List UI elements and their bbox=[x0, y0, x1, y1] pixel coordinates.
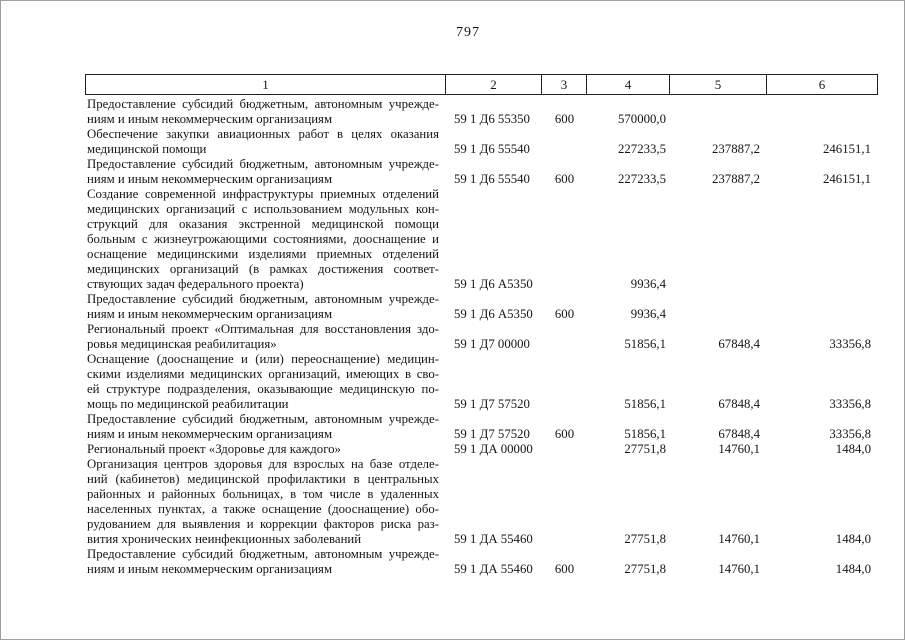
description-line: Предоставление субсидий бюджетным, автономным учрежде- bbox=[87, 97, 439, 111]
description-line: ровья медицинская реабилитация» bbox=[87, 337, 277, 351]
row-budget-code: 59 1 Д7 57520 bbox=[454, 397, 530, 411]
page-number: 797 bbox=[456, 25, 480, 40]
row-amount-col5: 67848,4 bbox=[718, 427, 760, 441]
table-row bbox=[85, 97, 878, 127]
row-amount-col4: 9936,4 bbox=[630, 307, 666, 321]
description-line: медицинских организаций (в рамках достижения соответ- bbox=[87, 262, 439, 276]
description-line: скими изделиями медицинских организаций, имеющих в сво- bbox=[87, 367, 439, 381]
row-amount-col4: 51856,1 bbox=[624, 427, 666, 441]
table-row bbox=[85, 352, 878, 412]
row-amount-col5: 67848,4 bbox=[718, 337, 760, 351]
description-line: струкций для оказания экстренной медицинской помощи bbox=[87, 217, 439, 231]
column-header-1: 1 bbox=[86, 75, 446, 94]
table-header-row bbox=[85, 74, 878, 95]
description-line: Предоставление субсидий бюджетным, автономным учрежде- bbox=[87, 412, 439, 426]
table-row bbox=[85, 157, 878, 187]
row-budget-code: 59 1 Д7 57520 bbox=[454, 427, 530, 441]
row-budget-code: 59 1 ДА 55460 bbox=[454, 532, 533, 546]
row-amount-col6: 33356,8 bbox=[829, 337, 871, 351]
description-line: медицинских организаций с использованием модульных кон- bbox=[87, 202, 439, 216]
description-line: населенных пунктах, а также оснащение (дооснащение) обо- bbox=[87, 502, 439, 516]
row-amount-col6: 1484,0 bbox=[835, 532, 871, 546]
row-expense-type-code: 600 bbox=[554, 307, 575, 321]
description-line: ниям и иным некоммерческим организациям bbox=[87, 112, 333, 126]
description-line: вития хронических неинфекционных заболеваний bbox=[87, 532, 362, 546]
description-line: Предоставление субсидий бюджетным, автономным учрежде- bbox=[87, 547, 439, 561]
row-amount-col5: 67848,4 bbox=[718, 397, 760, 411]
description-line: рудованием для выявления и коррекции факторов риска раз- bbox=[87, 517, 439, 531]
description-line: Предоставление субсидий бюджетным, автономным учрежде- bbox=[87, 292, 439, 306]
column-header-2: 2 bbox=[446, 75, 542, 94]
row-budget-code: 59 1 Д7 00000 bbox=[454, 337, 530, 351]
row-amount-col6: 1484,0 bbox=[835, 562, 871, 576]
row-amount-col5: 237887,2 bbox=[712, 142, 760, 156]
description-line: ниям и иным некоммерческим организациям bbox=[87, 307, 333, 321]
row-description bbox=[85, 292, 446, 322]
row-description bbox=[85, 127, 446, 157]
row-amount-col4: 51856,1 bbox=[624, 337, 666, 351]
description-line: медицинской помощи bbox=[87, 142, 207, 156]
table-row bbox=[85, 547, 878, 577]
row-description bbox=[85, 157, 446, 187]
row-expense-type-code: 600 bbox=[554, 172, 575, 186]
description-line: Обеспечение закупки авиационных работ в целях оказания bbox=[87, 127, 439, 141]
row-expense-type-code: 600 bbox=[554, 427, 575, 441]
description-line: ниям и иным некоммерческим организациям bbox=[87, 427, 333, 441]
row-amount-col6: 246151,1 bbox=[823, 172, 871, 186]
column-header-6: 6 bbox=[818, 76, 826, 92]
row-description bbox=[85, 352, 446, 412]
table-row bbox=[85, 127, 878, 157]
row-amount-col4: 570000,0 bbox=[618, 112, 666, 126]
description-line: районных и районных больницах, в том числе в удаленных bbox=[87, 487, 439, 501]
row-description bbox=[85, 412, 446, 442]
row-amount-col4: 227233,5 bbox=[618, 172, 666, 186]
row-amount-col5: 14760,1 bbox=[718, 532, 760, 546]
description-line: мощь по медицинской реабилитации bbox=[87, 397, 289, 411]
column-header-4: 4 bbox=[587, 75, 670, 94]
row-amount-col4: 227233,5 bbox=[618, 142, 666, 156]
description-line: ствующих задач федерального проекта) bbox=[87, 277, 304, 291]
table-row bbox=[85, 187, 878, 292]
table-row bbox=[85, 292, 878, 322]
description-line: ний (кабинетов) медицинской профилактики в центральных bbox=[87, 472, 439, 486]
description-line: больным с жизнеугрожающими состояниями, дооснащение и bbox=[87, 232, 439, 246]
row-expense-type-code: 600 bbox=[554, 562, 575, 576]
description-line: ей структуре подразделения, оказывающие медицинскую по- bbox=[87, 382, 439, 396]
row-budget-code: 59 1 ДА 00000 bbox=[454, 442, 533, 456]
row-budget-code: 59 1 Д6 А5350 bbox=[454, 277, 533, 291]
row-budget-code: 59 1 Д6 А5350 bbox=[454, 307, 533, 321]
description-line: Создание современной инфраструктуры приемных отделений bbox=[87, 187, 439, 201]
table-row bbox=[85, 322, 878, 352]
description-line: ниям и иным некоммерческим организациям bbox=[87, 562, 333, 576]
row-description bbox=[85, 322, 446, 352]
row-amount-col5: 14760,1 bbox=[718, 442, 760, 456]
row-description bbox=[85, 187, 446, 292]
table-body bbox=[85, 97, 878, 577]
row-amount-col6: 33356,8 bbox=[829, 427, 871, 441]
row-budget-code: 59 1 Д6 55350 bbox=[454, 112, 530, 126]
row-amount-col6: 1484,0 bbox=[835, 442, 871, 456]
row-amount-col6: 33356,8 bbox=[829, 397, 871, 411]
budget-table bbox=[85, 74, 878, 577]
description-line: Оснащение (дооснащение и (или) переоснащение) медицин- bbox=[87, 352, 439, 366]
row-amount-col4: 51856,1 bbox=[624, 397, 666, 411]
row-amount-col4: 27751,8 bbox=[624, 442, 666, 456]
row-description bbox=[85, 457, 446, 547]
description-line: Предоставление субсидий бюджетным, автономным учрежде- bbox=[87, 157, 439, 171]
row-amount-col5: 237887,2 bbox=[712, 172, 760, 186]
row-budget-code: 59 1 ДА 55460 bbox=[454, 562, 533, 576]
table-row bbox=[85, 412, 878, 442]
row-amount-col4: 27751,8 bbox=[624, 532, 666, 546]
row-amount-col5: 14760,1 bbox=[718, 562, 760, 576]
table-row bbox=[85, 457, 878, 547]
row-amount-col4: 27751,8 bbox=[624, 562, 666, 576]
row-description bbox=[85, 547, 446, 577]
description-line: Региональный проект «Здоровье для каждого» bbox=[87, 442, 341, 456]
description-line: оснащение медицинскими изделиями приемных отделений bbox=[87, 247, 439, 261]
row-description bbox=[85, 442, 446, 457]
description-line: Региональный проект «Оптимальная для восстановления здо- bbox=[87, 322, 439, 336]
row-amount-col6: 246151,1 bbox=[823, 142, 871, 156]
row-budget-code: 59 1 Д6 55540 bbox=[454, 172, 530, 186]
row-description bbox=[85, 97, 446, 127]
row-amount-col4: 9936,4 bbox=[630, 277, 666, 291]
description-line: Организация центров здоровья для взрослых на базе отделе- bbox=[87, 457, 439, 471]
table-row bbox=[85, 442, 878, 457]
column-header-3: 3 bbox=[542, 75, 587, 94]
column-header-5: 5 bbox=[670, 75, 767, 94]
row-expense-type-code: 600 bbox=[554, 112, 575, 126]
row-budget-code: 59 1 Д6 55540 bbox=[454, 142, 530, 156]
description-line: ниям и иным некоммерческим организациям bbox=[87, 172, 333, 186]
